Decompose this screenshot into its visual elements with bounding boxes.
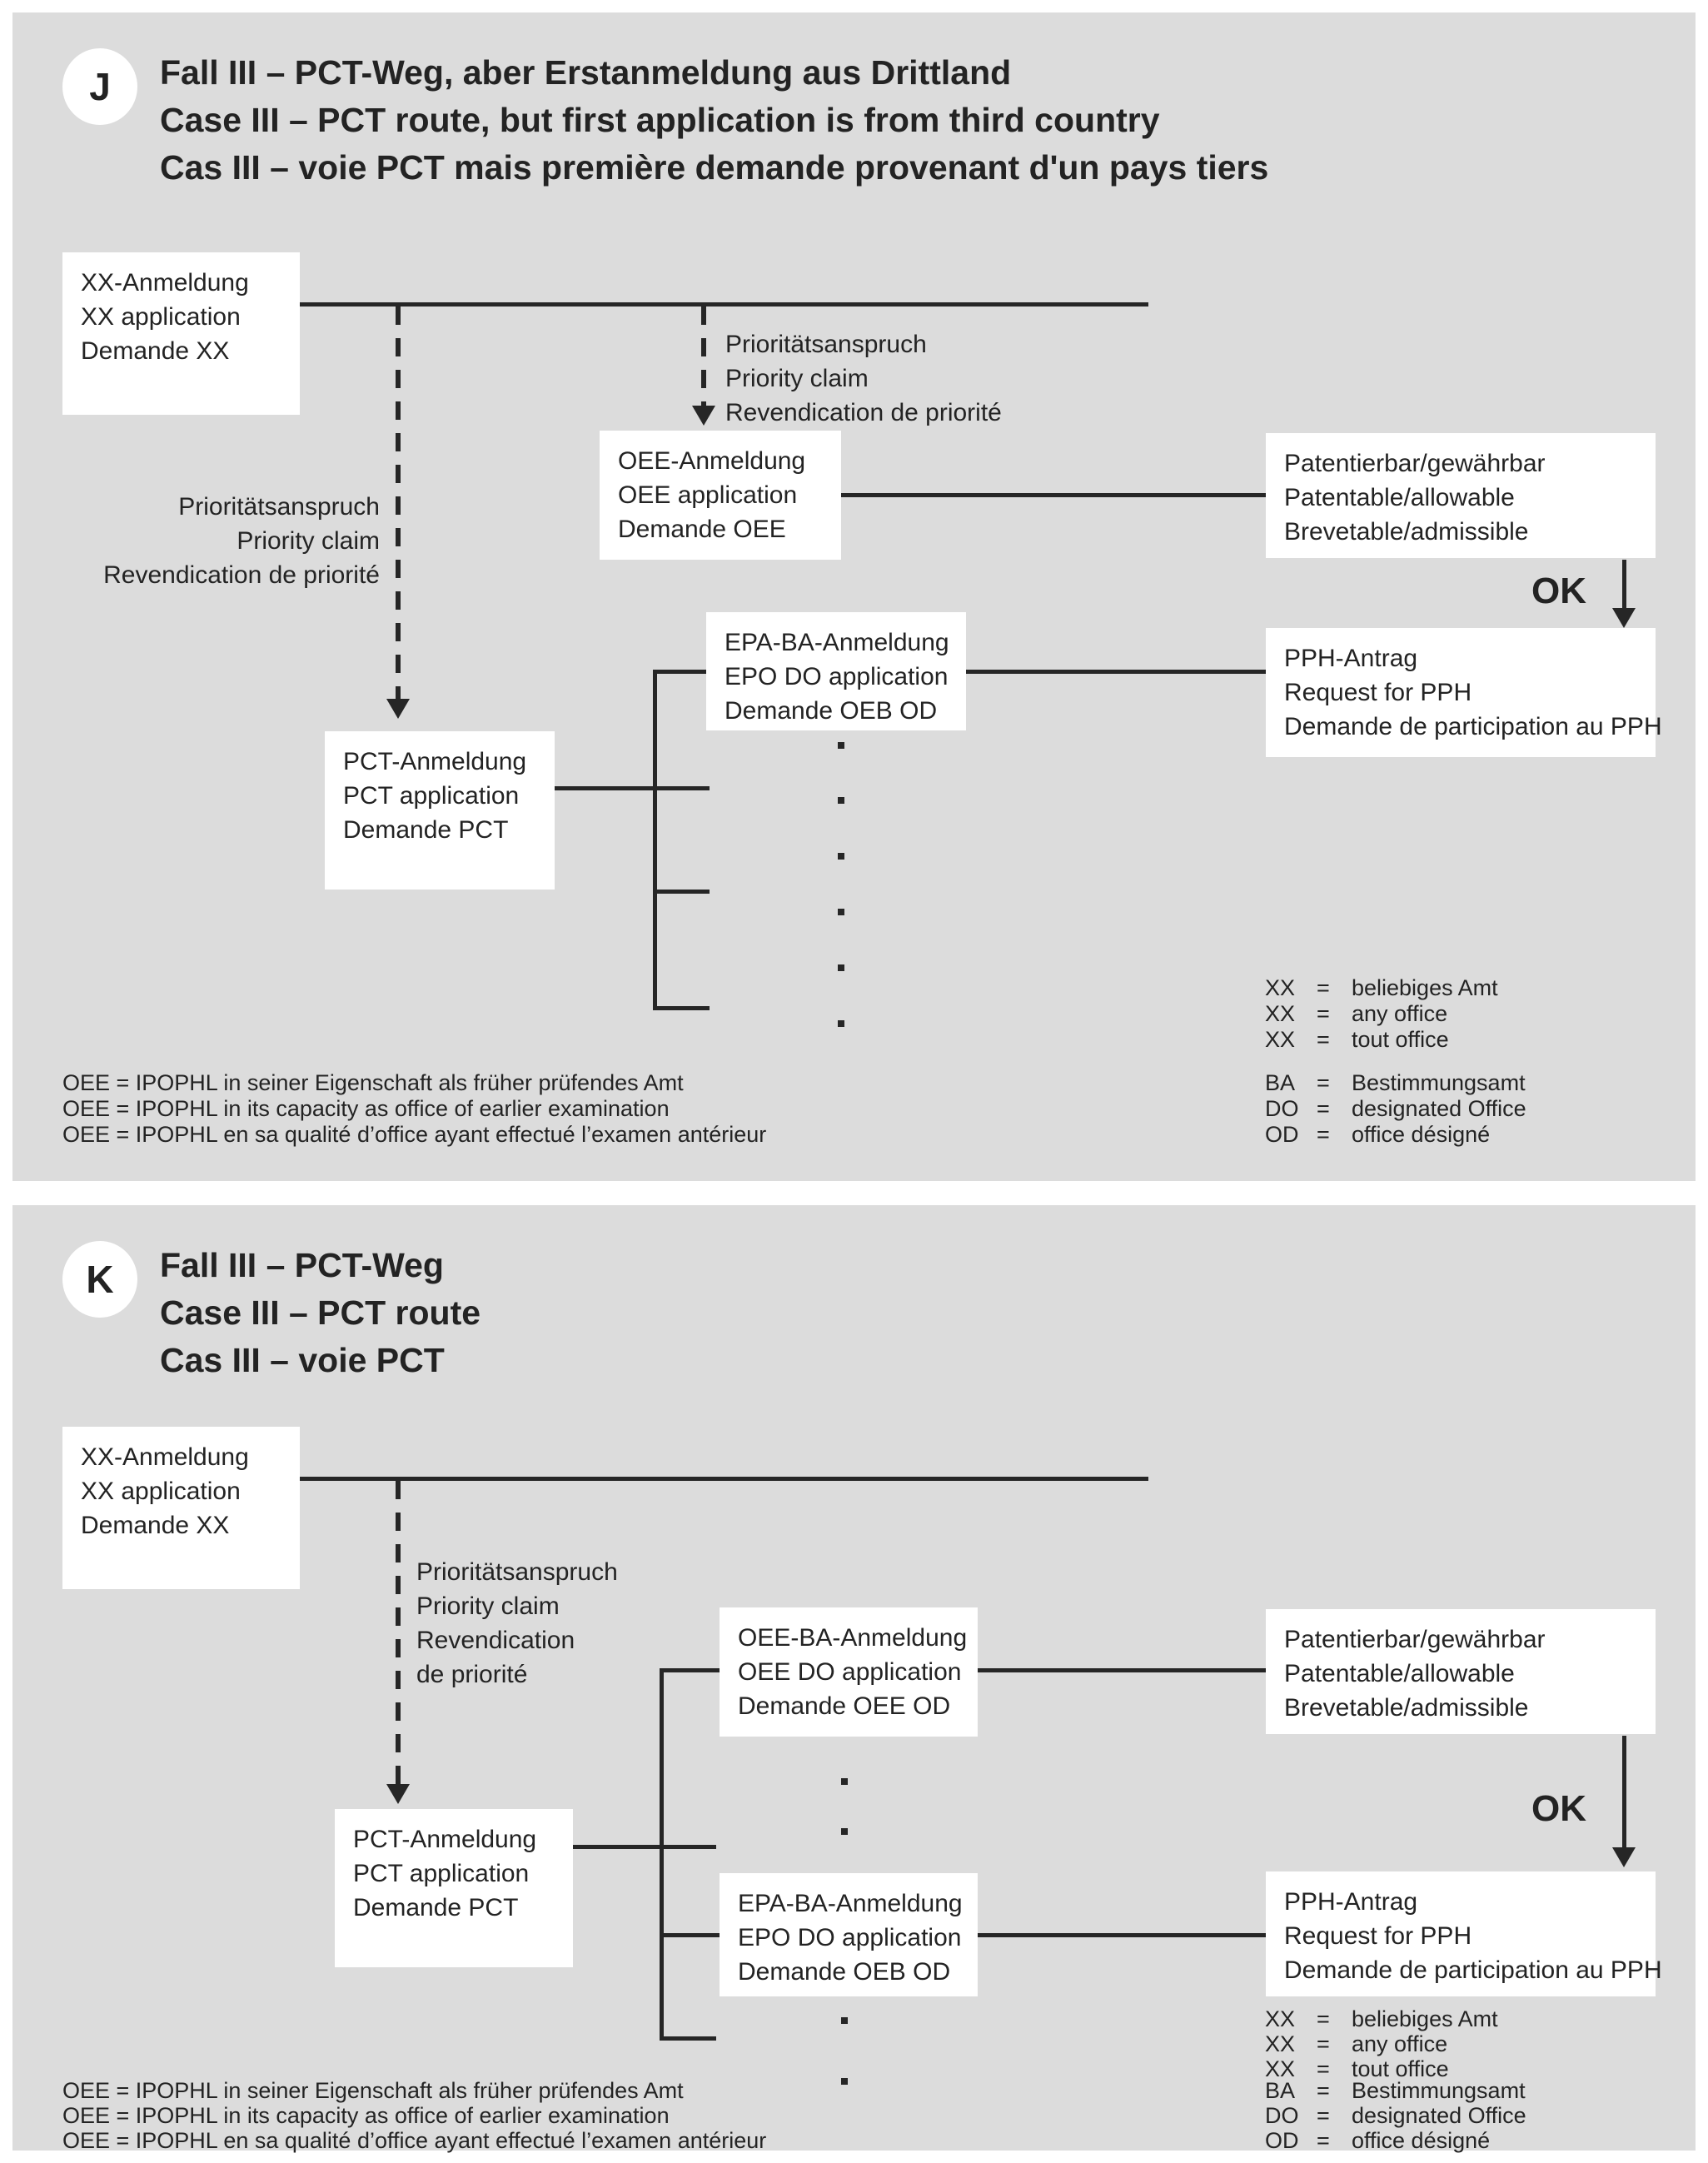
case-badge-letter: J [89, 65, 111, 108]
box-line: Demande de participation au PPH [1284, 713, 1662, 740]
bracket-stub [661, 1933, 720, 1937]
bracket-stub [655, 1006, 710, 1010]
legend-row [1265, 1096, 1526, 1122]
legend-equals: = [1317, 2078, 1330, 2103]
legend-abbr: XX [1265, 2031, 1296, 2056]
legend-abbr: OD [1265, 2128, 1299, 2153]
box-line: EPA-BA-Anmeldung [738, 1890, 963, 1917]
box-line: Brevetable/admissible [1284, 1694, 1529, 1722]
legend-line: OEE = IPOPHL in seiner Eigenschaft als früher prüfendes Amt [62, 2078, 684, 2103]
box-line: Demande PCT [343, 816, 509, 844]
label-line: Revendication de priorité [103, 561, 380, 589]
legend-text: tout office [1352, 2056, 1449, 2081]
legend-abbr: XX [1265, 1001, 1296, 1026]
box-oee-application [600, 431, 841, 560]
box-line: OEE-BA-Anmeldung [738, 1624, 968, 1652]
connector-epo-to-pph [966, 670, 1266, 674]
arrowhead-down-icon [1612, 1847, 1636, 1867]
legend-equals: = [1317, 2031, 1330, 2056]
box-line: Patentable/allowable [1284, 1660, 1515, 1687]
legend-row [1265, 2006, 1498, 2031]
ok-arrow-shaft [1622, 1736, 1626, 1847]
legend-abbr: BA [1265, 1070, 1296, 1095]
box-oee-do-application [720, 1607, 978, 1737]
legend-abbr: DO [1265, 1096, 1299, 1121]
legend-abbr: OD [1265, 1122, 1299, 1147]
priority-dashed-line-to-pct [396, 1481, 401, 1784]
legend-abbr: XX [1265, 2056, 1296, 2081]
box-line: PPH-Antrag [1284, 1888, 1418, 1916]
legend-designated-office [1265, 1070, 1526, 1148]
title-line-fr: Cas III – voie PCT mais première demande provenant d'un pays tiers [160, 148, 1269, 187]
legend-text: tout office [1352, 1027, 1449, 1052]
box-line: Demande OEE OD [738, 1692, 951, 1720]
box-line: Demande OEB OD [725, 697, 938, 725]
priority-dashed-line-to-oee [701, 307, 706, 406]
box-line: OEE DO application [738, 1658, 962, 1686]
ellipsis-dot [838, 853, 844, 860]
connector-epo-to-pph [978, 1933, 1266, 1937]
connector-oee-to-patentable [841, 493, 1266, 497]
connector-pct-to-bracket [573, 1845, 716, 1849]
label-line: Prioritätsanspruch [178, 493, 380, 521]
label-line: Prioritätsanspruch [416, 1558, 618, 1586]
legend-text: beliebiges Amt [1352, 975, 1498, 1000]
label-line: Revendication de priorité [725, 399, 1002, 426]
label-line: Priority claim [416, 1592, 560, 1620]
title-line-fr: Cas III – voie PCT [160, 1341, 445, 1379]
ellipsis-dot [841, 2017, 848, 2024]
box-line: Demande XX [81, 337, 230, 365]
legend-text: Bestimmungsamt [1352, 1070, 1526, 1095]
box-line: Demande OEB OD [738, 1958, 951, 1986]
box-line: EPO DO application [725, 663, 949, 690]
box-line: XX-Anmeldung [81, 1443, 249, 1471]
timeline-connector [300, 302, 1148, 307]
box-line: XX application [81, 1478, 241, 1505]
legend-equals: = [1317, 2056, 1330, 2081]
legend-text: any office [1352, 2031, 1448, 2056]
legend-abbr: XX [1265, 1027, 1296, 1052]
legend-oee [62, 1070, 766, 1148]
legend-equals: = [1317, 1096, 1330, 1121]
bracket-line [660, 1668, 664, 2041]
ellipsis-dot [841, 2078, 848, 2085]
legend-row [1265, 2103, 1526, 2128]
box-epo-do-application [720, 1873, 978, 1996]
legend-any-office [1265, 2006, 1498, 2081]
bracket-stub [655, 890, 710, 894]
label-line: Priority claim [725, 365, 869, 392]
box-xx-application [62, 1427, 300, 1589]
ok-label: OK [1531, 1788, 1586, 1829]
legend-any-office [1265, 975, 1498, 1053]
legend-oee [62, 2078, 766, 2153]
legend-line: OEE = IPOPHL in its capacity as office of earlier examination [62, 1096, 670, 1121]
ellipsis-dot [838, 742, 844, 749]
legend-line: OEE = IPOPHL in seiner Eigenschaft als früher prüfendes Amt [62, 1070, 684, 1095]
case-badge-j [62, 48, 137, 125]
legend-row [1265, 1122, 1526, 1148]
priority-claim-label-pct [416, 1555, 618, 1692]
panel-title-j [160, 49, 1268, 192]
box-line: EPO DO application [738, 1924, 962, 1951]
legend-row [1265, 975, 1498, 1001]
box-epo-do-application [706, 612, 966, 730]
legend-text: designated Office [1352, 2103, 1526, 2128]
box-line: Patentierbar/gewährbar [1284, 1626, 1546, 1653]
box-pph-request [1266, 1871, 1662, 1996]
connector-pct-to-bracket [555, 786, 710, 790]
legend-equals: = [1317, 1027, 1330, 1052]
panel-case-j [12, 12, 1696, 1181]
box-line: PPH-Antrag [1284, 645, 1418, 672]
box-patentable [1266, 1609, 1656, 1734]
legend-abbr: BA [1265, 2078, 1296, 2103]
timeline-connector [300, 1477, 1148, 1481]
box-line: PCT application [353, 1860, 530, 1887]
legend-row [1265, 2078, 1526, 2103]
case-badge-letter: K [86, 1258, 114, 1301]
box-line: OEE application [618, 481, 798, 509]
legend-abbr: XX [1265, 975, 1296, 1000]
legend-row [1265, 1027, 1498, 1053]
arrowhead-down-icon [386, 699, 410, 719]
priority-claim-label-oee [725, 327, 1002, 430]
box-line: PCT application [343, 782, 520, 810]
box-line: Request for PPH [1284, 679, 1472, 706]
box-line: Patentable/allowable [1284, 484, 1515, 511]
priority-claim-label-pct [88, 490, 380, 592]
legend-row [1265, 1001, 1498, 1027]
box-pct-application [325, 731, 555, 890]
legend-equals: = [1317, 1122, 1330, 1147]
legend-equals: = [1317, 1001, 1330, 1026]
panel-case-k [12, 1205, 1696, 2151]
legend-equals: = [1317, 2128, 1330, 2153]
title-line-de: Fall III – PCT-Weg, aber Erstanmeldung aus Drittland [160, 53, 1012, 92]
legend-line: OEE = IPOPHL in its capacity as office of earlier examination [62, 2103, 670, 2128]
box-line: Demande OEE [618, 516, 786, 543]
legend-text: designated Office [1352, 1096, 1526, 1121]
legend-designated-office [1265, 2078, 1526, 2153]
box-line: Brevetable/admissible [1284, 518, 1529, 546]
bracket-stub [661, 2036, 716, 2041]
legend-row [1265, 2031, 1498, 2056]
legend-equals: = [1317, 2103, 1330, 2128]
label-line: de priorité [416, 1661, 528, 1688]
arrowhead-down-icon [692, 406, 715, 426]
legend-abbr: DO [1265, 2103, 1299, 2128]
box-pct-application [335, 1809, 573, 1967]
legend-abbr: XX [1265, 2006, 1296, 2031]
legend-line: OEE = IPOPHL en sa qualité d’office ayant effectué l’examen antérieur [62, 2128, 767, 2153]
ellipsis-dot [838, 964, 844, 971]
legend-text: office désigné [1352, 2128, 1491, 2153]
title-line-de: Fall III – PCT-Weg [160, 1246, 444, 1284]
bracket-stub [661, 1668, 720, 1672]
box-line: EPA-BA-Anmeldung [725, 629, 949, 656]
label-line: Revendication [416, 1627, 575, 1654]
box-line: Demande de participation au PPH [1284, 1956, 1662, 1984]
title-line-en: Case III – PCT route [160, 1293, 481, 1332]
arrowhead-down-icon [1612, 608, 1636, 628]
priority-dashed-line-to-pct [396, 307, 401, 699]
ellipsis-dot [838, 797, 844, 804]
ellipsis-dot [841, 1828, 848, 1835]
legend-row [1265, 1070, 1526, 1096]
ellipsis-dot [838, 909, 844, 915]
box-line: Request for PPH [1284, 1922, 1472, 1950]
box-line: OEE-Anmeldung [618, 447, 806, 475]
legend-row [1265, 2128, 1526, 2153]
connector-oee-do-to-patentable [978, 1668, 1266, 1672]
box-line: XX-Anmeldung [81, 269, 249, 297]
ellipsis-dot [841, 1778, 848, 1785]
box-line: Demande PCT [353, 1894, 519, 1921]
box-line: PCT-Anmeldung [353, 1826, 537, 1853]
box-line: PCT-Anmeldung [343, 748, 527, 775]
box-pph-request [1266, 628, 1662, 757]
legend-text: any office [1352, 1001, 1448, 1026]
box-line: Demande XX [81, 1512, 230, 1539]
legend-equals: = [1317, 1070, 1330, 1095]
box-line: XX application [81, 303, 241, 331]
box-xx-application [62, 252, 300, 415]
label-line: Priority claim [237, 527, 380, 555]
label-line: Prioritätsanspruch [725, 331, 927, 358]
bracket-stub [655, 670, 706, 674]
legend-equals: = [1317, 2006, 1330, 2031]
box-line: Patentierbar/gewährbar [1284, 450, 1546, 477]
ok-arrow-shaft [1622, 560, 1626, 608]
title-line-en: Case III – PCT route, but first application is from third country [160, 101, 1160, 139]
arrowhead-down-icon [386, 1784, 410, 1804]
panel-title-k [160, 1242, 481, 1384]
legend-line: OEE = IPOPHL en sa qualité d’office ayant effectué l’examen antérieur [62, 1122, 767, 1147]
ellipsis-dot [838, 1020, 844, 1027]
case-badge-k [62, 1241, 137, 1318]
legend-text: beliebiges Amt [1352, 2006, 1498, 2031]
legend-text: Bestimmungsamt [1352, 2078, 1526, 2103]
box-patentable [1266, 433, 1656, 558]
ok-label: OK [1531, 571, 1586, 611]
bracket-line [653, 670, 657, 1010]
legend-equals: = [1317, 975, 1330, 1000]
legend-text: office désigné [1352, 1122, 1491, 1147]
